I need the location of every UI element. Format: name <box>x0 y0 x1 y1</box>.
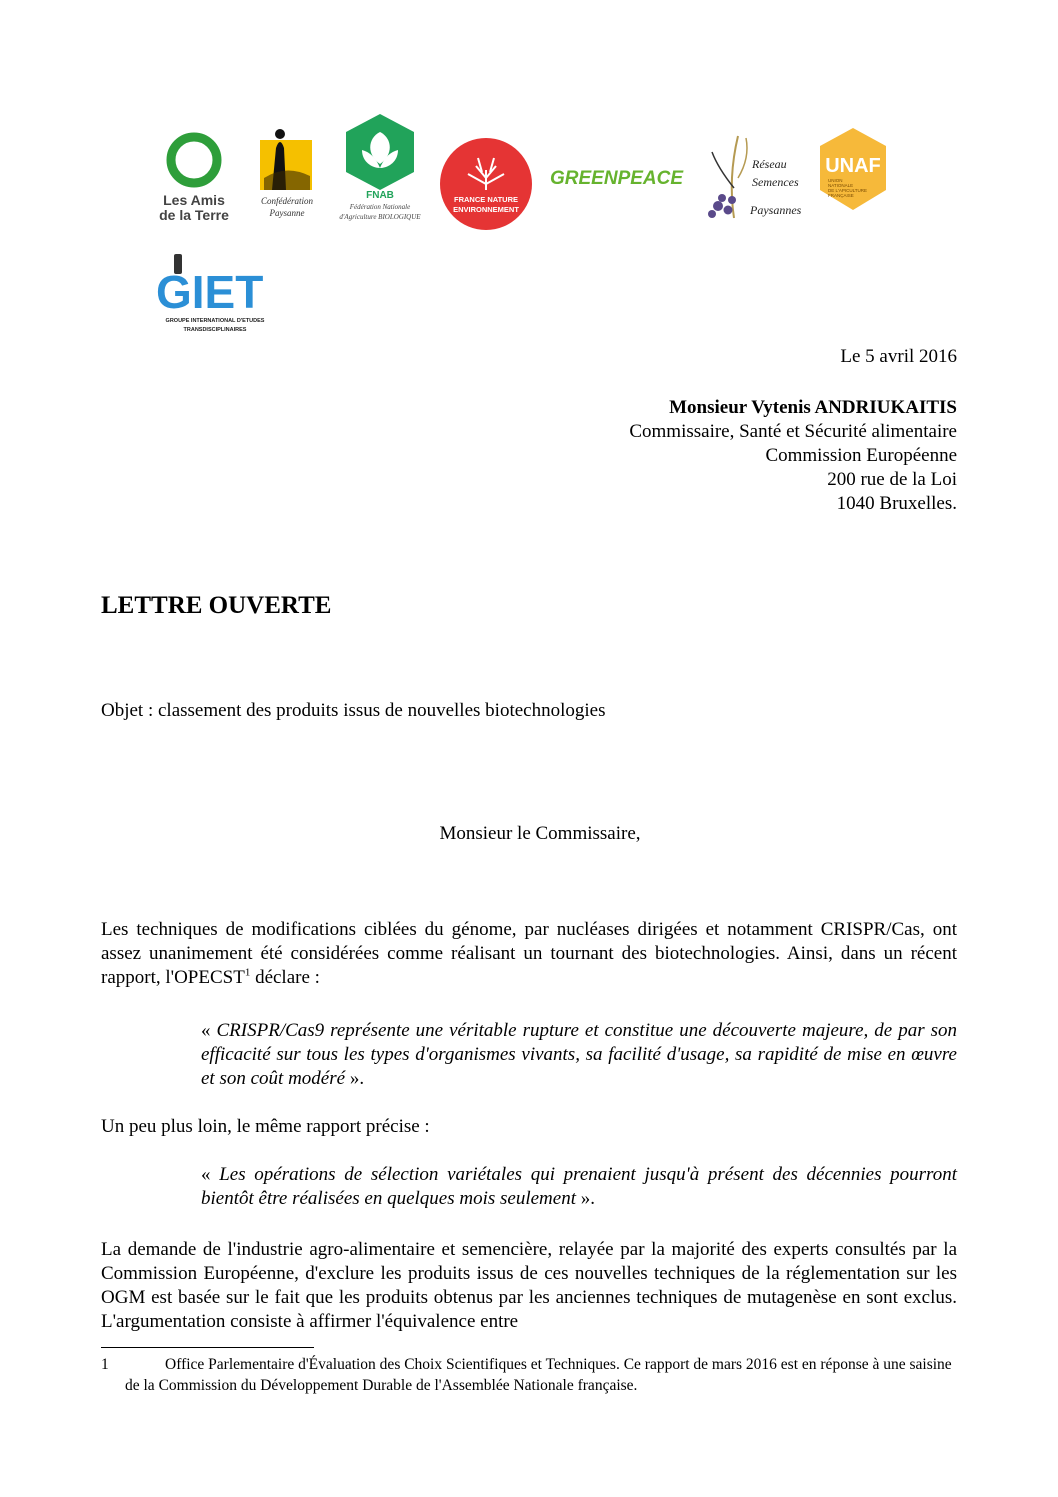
letter-date: Le 5 avril 2016 <box>840 346 957 367</box>
logo-rsp-line3: Paysannes <box>750 203 802 217</box>
logo-amis-line2: de la Terre <box>159 207 229 223</box>
logo-giet-sub2: TRANSDISCIPLINAIRES <box>183 327 247 333</box>
logo-unaf-sub2: NATIONALE <box>828 183 854 188</box>
logo-confederation-paysanne <box>250 118 324 222</box>
quote-2-open: « <box>201 1164 220 1185</box>
paragraph-1-end: déclare : <box>250 967 320 988</box>
logo-france-nature-environnement <box>438 136 534 232</box>
logo-rsp-line2: Semences <box>752 175 799 189</box>
quote-1-open: « <box>201 1020 217 1041</box>
logo-unaf-abbr: UNAF <box>825 155 881 177</box>
logo-fnab-sub2: d'Agriculture BIOLOGIQUE <box>339 213 421 221</box>
logo-amis-de-la-terre <box>148 128 240 224</box>
logo-giet-sub1: GROUPE INTERNATIONAL D'ETUDES <box>165 318 265 324</box>
quote-2-text: Les opérations de sélection variétales qui prenaient jusqu'à présent des décennies pourront bientôt être réalisées en quelques mois seulement <box>201 1164 958 1209</box>
logo-giet <box>152 252 278 338</box>
logo-unaf-sub1: UNION <box>828 178 843 183</box>
footnote-ref-1: 1 <box>244 966 251 979</box>
logo-greenpeace <box>548 162 688 192</box>
logo-fnab <box>332 110 428 224</box>
logo-fne-line2: ENVIRONNEMENT <box>453 205 519 214</box>
recipient-address <box>629 396 957 516</box>
logo-fnab-abbr: FNAB <box>366 190 394 201</box>
logo-unaf <box>814 124 892 214</box>
logo-conf-line1: Confédération <box>261 196 313 206</box>
recipient-name: Monsieur Vytenis ANDRIUKAITIS <box>669 397 957 418</box>
logo-unaf-sub4: FRANÇAISE <box>828 193 854 198</box>
logo-giet-abbr: GIET <box>156 266 264 318</box>
footnote-number: 1 <box>101 1356 109 1373</box>
paragraph-3: La demande de l'industrie agro-alimentaire et semencière, relayée par la majorité des experts consultés par la Commission Européenne, d'exclure les produits issus de ces nouvelles techniques de la réglementation sur les OGM est basée sur le fait que les produits obtenus par les anciennes techniques de mutagenèse en sont exclus. L'argumentation consiste à affirmer l'équivalence entre <box>101 1239 957 1332</box>
quote-1-close: ». <box>345 1068 365 1089</box>
footnote <box>101 1354 957 1396</box>
recipient-org: Commission Européenne <box>765 445 957 466</box>
logo-fne-line1: FRANCE NATURE <box>453 195 519 204</box>
letter-heading: LETTRE OUVERTE <box>101 592 332 619</box>
logo-fnab-sub1: Fédération Nationale <box>349 203 411 211</box>
paragraph-1-text: Les techniques de modifications ciblées du génome, par nucléases dirigées et notamment CRISPR/Cas, ont assez unanimement été considérées comme réalisant un tournant des biotechnologies. Ainsi, dans un récent rapport, l'OPECST <box>101 919 957 988</box>
footnote-separator <box>101 1347 314 1348</box>
logo-reseau-semences-paysannes <box>698 128 804 224</box>
quote-1 <box>201 1019 957 1091</box>
paragraph-2: Un peu plus loin, le même rapport précise : <box>101 1116 430 1137</box>
paragraph-1 <box>101 918 957 990</box>
quote-1-text: CRISPR/Cas9 représente une véritable rupture et constitue une découverte majeure, de par son efficacité sur tous les types d'organismes vivants, sa facilité d'usage, sa rapidité de mise en œuvre et son coût modéré <box>201 1020 957 1089</box>
logo-amis-line1: Les Amis <box>163 192 225 208</box>
letter-salutation: Monsieur le Commissaire, <box>439 823 641 844</box>
recipient-city: 1040 Bruxelles. <box>836 493 957 514</box>
recipient-title: Commissaire, Santé et Sécurité alimentaire <box>629 421 957 442</box>
quote-2 <box>201 1163 957 1211</box>
logo-rsp-line1: Réseau <box>752 157 787 171</box>
recipient-street: 200 rue de la Loi <box>827 469 957 490</box>
logo-greenpeace-text: GREENPEACE <box>550 168 684 189</box>
logo-unaf-sub3: DE L'APICULTURE <box>828 188 868 193</box>
letter-subject: Objet : classement des produits issus de nouvelles biotechnologies <box>101 700 606 721</box>
quote-2-close: ». <box>575 1188 595 1209</box>
logo-conf-line2: Paysanne <box>269 208 305 218</box>
footnote-text: Office Parlementaire d'Évaluation des Choix Scientifiques et Techniques. Ce rapport de mars 2016 est en réponse à une saisine de la Commission du Développement Durable de l'Assemblée Nationale française. <box>125 1356 952 1394</box>
